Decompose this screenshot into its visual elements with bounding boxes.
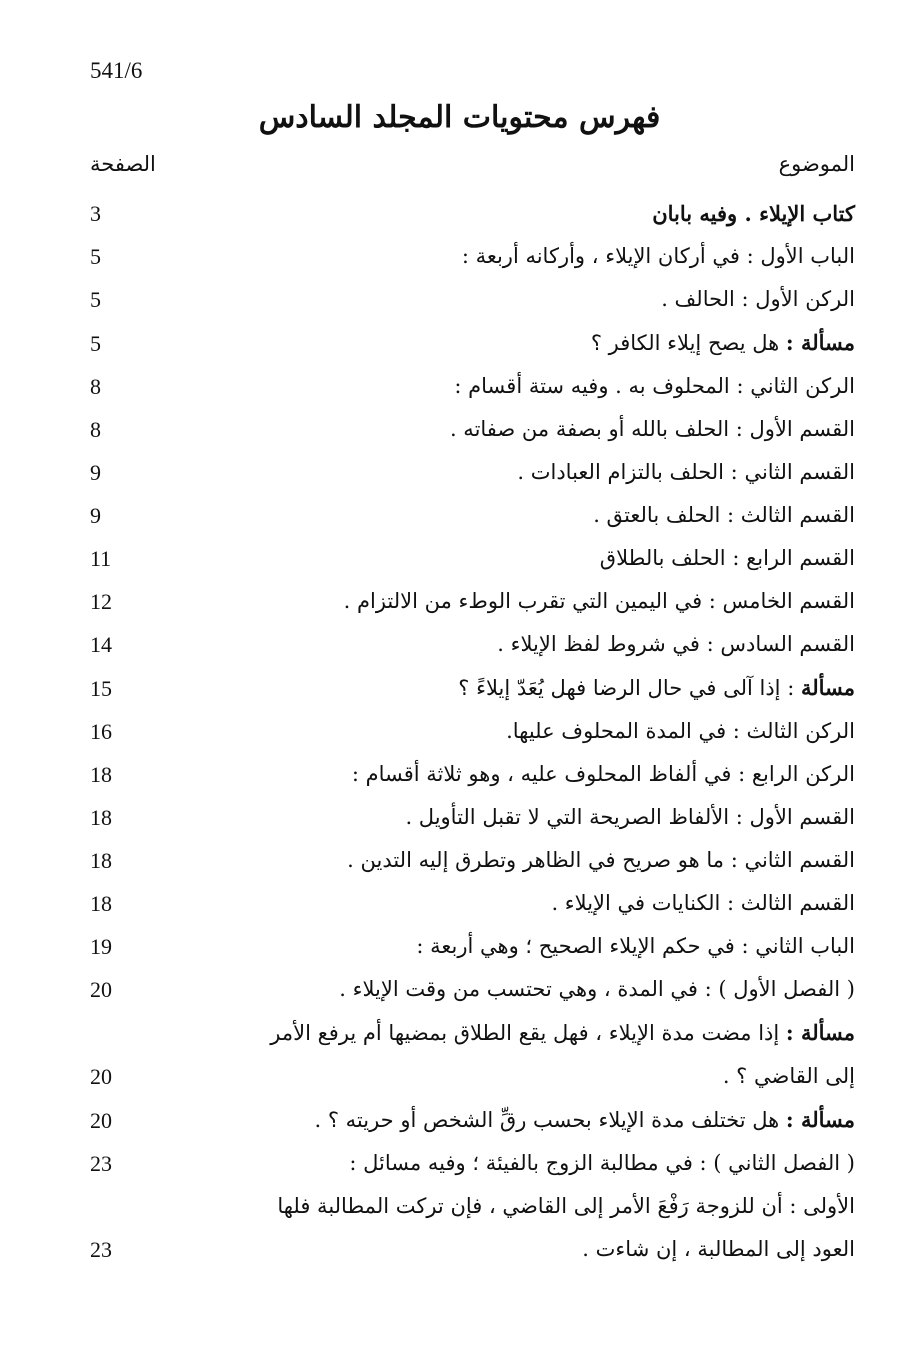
toc-entry [90,796,855,839]
toc-entry-title: الركن الثاني : المحلوف به . وفيه ستة أقسام : [454,374,855,398]
toc-entry [90,623,855,666]
toc-entry-title: : إذا آلى في حال الرضا فهل يُعَدّ إيلاءً ؟ [458,676,801,700]
toc-entry [90,580,855,623]
toc-entry-text [90,1098,855,1142]
toc-entry [90,1185,855,1228]
toc-entry-title: إذا مضت مدة الإيلاء ، فهل يقع الطلاق بمضيها أم يرفع الأمر [270,1021,786,1045]
toc-entry-text [90,235,855,278]
toc-entry-title: الباب الأول : في أركان الإيلاء ، وأركانه أربعة : [461,244,855,268]
toc-entry-page-number: 8 [90,417,101,442]
toc-entry [90,968,855,1011]
toc-list [90,192,855,1271]
toc-entry-text [90,753,855,796]
toc-entry-text [90,537,855,580]
toc-entry-text [90,580,855,623]
toc-entry-text [90,710,855,753]
toc-entry-lead: مسألة : [785,1020,855,1045]
toc-entry-page-number: 3 [90,201,101,226]
subject-column-header: الموضوع [778,152,855,176]
toc-entry [90,1228,855,1271]
toc-entry-page-number: 20 [90,1064,112,1089]
toc-entry [90,1098,855,1142]
toc-entry-title: القسم الثالث : الكنايات في الإيلاء . [551,891,855,915]
toc-entry-title: الباب الثاني : في حكم الإيلاء الصحيح ؛ وهي أربعة : [416,934,855,958]
toc-header [90,152,855,186]
toc-entry-page-number: 8 [90,374,101,399]
toc-entry-text [90,1228,855,1271]
toc-entry-page-number: 15 [90,676,112,701]
page-title: فهرس محتويات المجلد السادس [258,100,661,135]
toc-entry [90,1142,855,1185]
toc-entry [90,321,855,365]
toc-entry-title: القسم الثاني : ما هو صريح في الظاهر وتطرق إليه التدين . [347,848,855,872]
toc-entry-title: إلى القاضي ؟ . [722,1064,855,1088]
toc-entry-text [90,1185,855,1228]
toc-entry-page-number: 12 [90,589,112,614]
toc-entry-title: . وفيه بابان [652,201,760,226]
toc-entry-page-number: 20 [90,977,112,1002]
toc-entry-title: القسم الأول : الألفاظ الصريحة التي لا تقبل التأويل . [405,805,855,829]
toc-entry [90,494,855,537]
toc-entry-title: القسم الأول : الحلف بالله أو بصفة من صفاته . [449,417,855,441]
toc-entry [90,537,855,580]
toc-entry-title: القسم الخامس : في اليمين التي تقرب الوطء من الالتزام . [343,589,855,613]
toc-entry-text [90,925,855,968]
toc-entry-page-number: 9 [90,503,101,528]
toc-entry-title: هل يصح إيلاء الكافر ؟ [590,331,786,355]
toc-entry-page-number: 16 [90,719,112,744]
toc-entry-title: هل تختلف مدة الإيلاء بحسب رقِّ الشخص أو حريته ؟ . [314,1108,786,1132]
page-reference: 541/6 [90,58,143,83]
toc-entry-page-number: 18 [90,848,112,873]
toc-entry [90,710,855,753]
toc-entry-text [90,882,855,925]
toc-entry [90,278,855,321]
toc-entry-title: العود إلى المطالبة ، إن شاءت . [582,1237,855,1261]
toc-entry-page-number: 5 [90,287,101,312]
toc-entry-text [90,839,855,882]
toc-entry-title: الركن الرابع : في ألفاظ المحلوف عليه ، وهو ثلاثة أقسام : [351,762,855,786]
toc-entry [90,365,855,408]
toc-entry-title: الأولى : أن للزوجة رَفْعَ الأمر إلى القاضي ، فإن تركت المطالبة فلها [277,1194,855,1218]
toc-entry [90,408,855,451]
toc-entry [90,451,855,494]
toc-entry-text [90,666,855,710]
toc-entry-title: ( الفصل الأول ) : في المدة ، وهي تحتسب من وقت الإيلاء . [339,977,855,1001]
toc-entry-title: القسم الرابع : الحلف بالطلاق [599,546,855,570]
toc-entry-title: الركن الثالث : في المدة المحلوف عليها. [506,719,855,743]
toc-entry [90,666,855,710]
toc-entry-lead: مسألة : [785,330,855,355]
toc-entry-page-number: 5 [90,331,101,356]
toc-entry [90,839,855,882]
toc-entry-text [90,278,855,321]
toc-entry [90,192,855,235]
toc-entry-text [90,1142,855,1185]
toc-entry [90,1055,855,1098]
toc-entry [90,925,855,968]
toc-entry-page-number: 23 [90,1237,112,1262]
toc-entry-text [90,1011,855,1055]
toc-entry-lead: مسألة [800,675,855,700]
toc-entry-text [90,1055,855,1098]
toc-entry-text [90,796,855,839]
toc-entry-text [90,408,855,451]
toc-entry-page-number: 11 [90,546,112,571]
toc-entry-page-number: 19 [90,934,112,959]
toc-entry-title: الركن الأول : الحالف . [661,287,855,311]
toc-entry-lead: كتاب الإيلاء [759,201,855,226]
toc-entry [90,882,855,925]
toc-entry [90,235,855,278]
toc-entry-title: القسم السادس : في شروط لفظ الإيلاء . [497,632,855,656]
toc-entry-text [90,451,855,494]
toc-entry-text [90,968,855,1011]
toc-entry-page-number: 14 [90,632,112,657]
toc-entry [90,1011,855,1055]
toc-entry-page-number: 9 [90,460,101,485]
page-column-header: الصفحة [90,152,156,176]
toc-entry-page-number: 23 [90,1151,112,1176]
toc-entry-title: ( الفصل الثاني ) : في مطالبة الزوج بالفيئة ؛ وفيه مسائل : [349,1151,855,1175]
toc-entry-page-number: 18 [90,762,112,787]
toc-entry-text [90,321,855,365]
toc-entry-page-number: 20 [90,1108,112,1133]
toc-entry-page-number: 18 [90,805,112,830]
toc-entry-text [90,494,855,537]
toc-entry [90,753,855,796]
toc-entry-title: القسم الثاني : الحلف بالتزام العبادات . [517,460,855,484]
toc-entry-text [90,192,855,235]
toc-entry-page-number: 5 [90,244,101,269]
toc-entry-text [90,365,855,408]
toc-entry-title: القسم الثالث : الحلف بالعتق . [593,503,855,527]
toc-entry-text [90,623,855,666]
toc-entry-page-number: 18 [90,891,112,916]
toc-entry-lead: مسألة : [785,1107,855,1132]
